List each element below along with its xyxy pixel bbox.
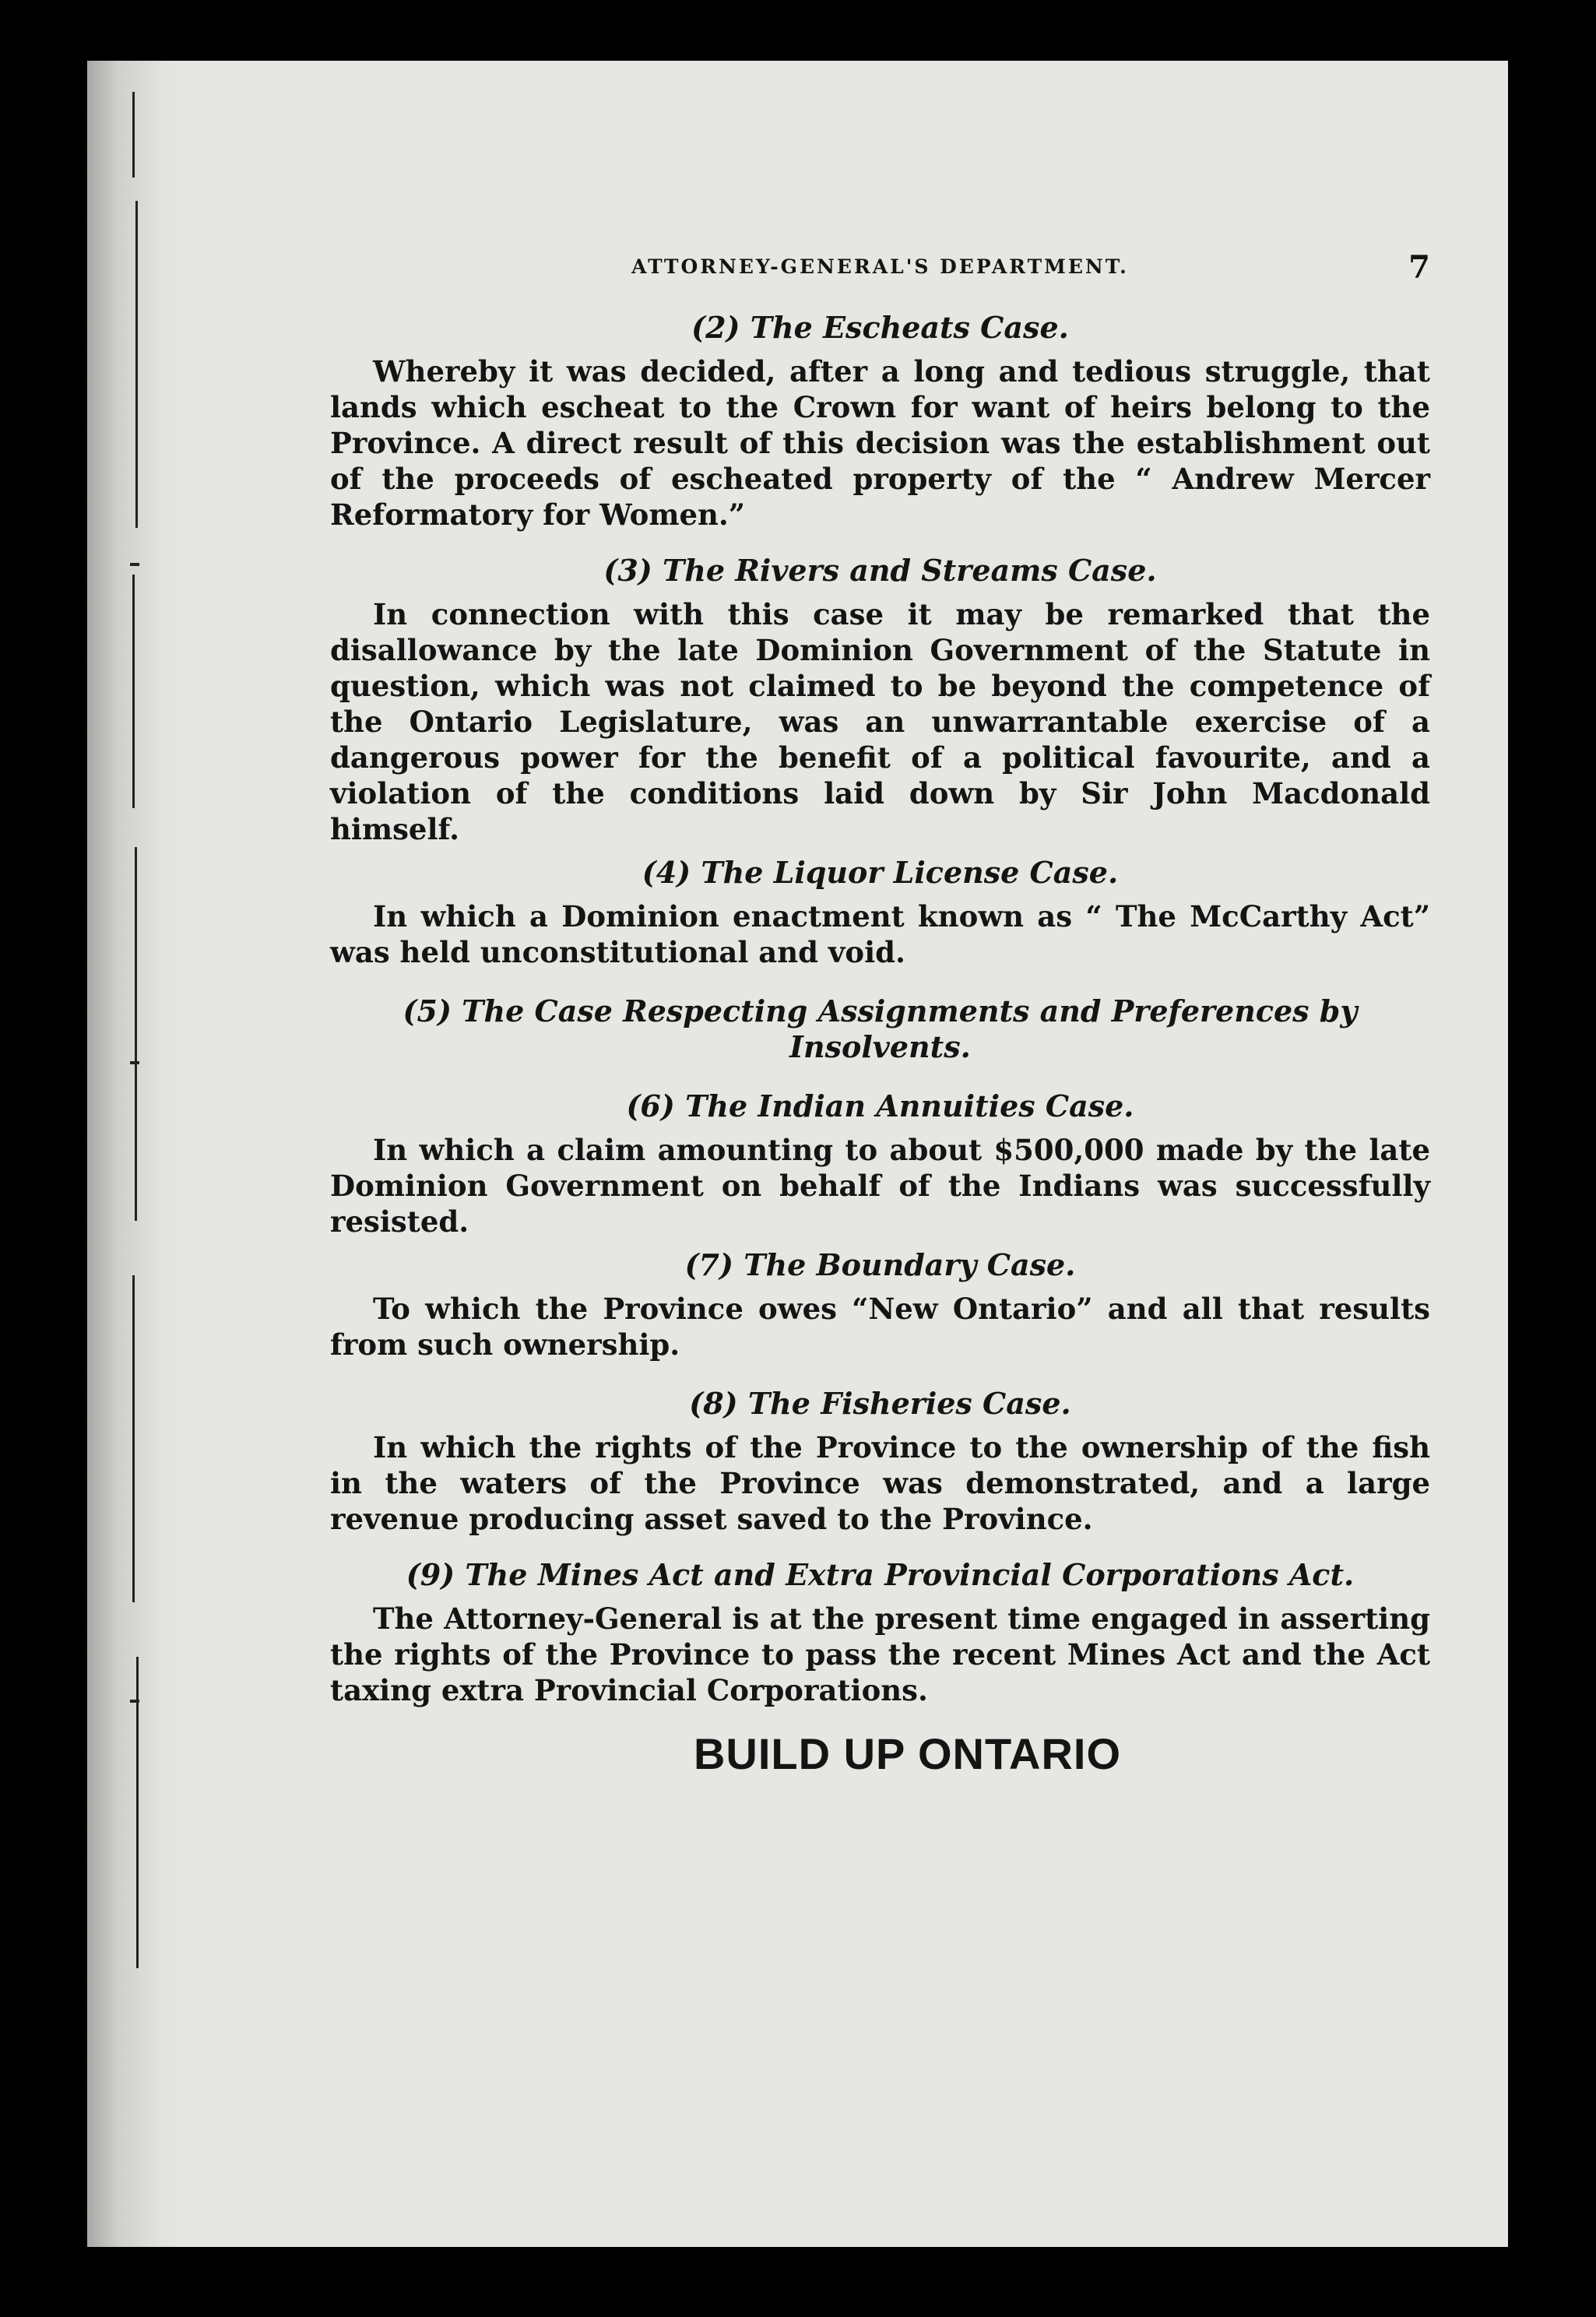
case-section: [330, 993, 1430, 1065]
gutter-streak: [132, 1275, 135, 1602]
case-section: [330, 1557, 1430, 1708]
case-section: [330, 310, 1430, 533]
case-body: In which a Dominion enactment known as “ The McCarthy Act” was held unconstitutional and void.: [330, 899, 1430, 969]
gutter-mark: [130, 563, 139, 566]
case-title: (7) The Boundary Case.: [684, 1247, 1076, 1282]
build-up-ontario-slogan: BUILD UP ONTARIO: [693, 1729, 1122, 1778]
case-title: (2) The Escheats Case.: [691, 310, 1069, 345]
case-body: In which a claim amounting to about $500,000 made by the late Dominion Government on behalf of the Indians was successfully resisted.: [330, 1133, 1430, 1239]
case-body: In which the rights of the Province to the ownership of the fish in the waters of the Province was demonstrated, and a large revenue producing asset saved to the Province.: [330, 1430, 1430, 1536]
running-head: [330, 249, 1430, 310]
running-title: ATTORNEY-GENERAL'S DEPARTMENT.: [631, 255, 1129, 278]
page-gutter: [87, 61, 181, 2247]
gutter-streak: [135, 201, 138, 528]
case-section: [330, 1088, 1430, 1239]
case-body: The Attorney-General is at the present time engaged in asserting the rights of the Province to pass the recent Mines Act and the Act taxing extra Provincial Corporations.: [330, 1602, 1430, 1707]
gutter-mark: [130, 1700, 139, 1703]
case-body: To which the Province owes “New Ontario” and all that results from such ownership.: [330, 1292, 1430, 1362]
case-section: [330, 1386, 1430, 1537]
case-section: [330, 855, 1430, 970]
gutter-streak: [136, 1657, 139, 1968]
gutter-streak: [132, 92, 135, 178]
case-title: (8) The Fisheries Case.: [689, 1386, 1071, 1421]
case-title: (5) The Case Respecting Assignments and Preferences by Insolvents.: [403, 993, 1358, 1064]
case-title: (3) The Rivers and Streams Case.: [603, 553, 1157, 588]
case-body: Whereby it was decided, after a long and tedious struggle, that lands which escheat to the Crown for want of heirs belong to the Province. A direct result of this decision was the establishment out of the proceeds of escheated property of the “ Andrew Mercer Reformatory for Women.”: [330, 354, 1430, 532]
gutter-streak: [135, 847, 137, 1221]
case-title: (9) The Mines Act and Extra Provincial Corporations Act.: [406, 1557, 1355, 1592]
case-section: [330, 553, 1430, 847]
case-section: [330, 1247, 1430, 1362]
scanned-page: [87, 61, 1508, 2247]
page-number: 7: [1408, 249, 1430, 286]
gutter-streak: [132, 575, 135, 808]
case-title: (6) The Indian Annuities Case.: [626, 1088, 1134, 1123]
page-content: [330, 249, 1430, 1779]
case-title: (4) The Liquor License Case.: [642, 855, 1119, 890]
case-body: In connection with this case it may be remarked that the disallowance by the late Dominion Government of the Statute in question, which was not claimed to be beyond the competence of the Ontario Legislature, was an unwarrantable exercise of a dangerous power for the benefit of a political favourite, and a violation of the conditions laid down by Sir John Macdonald himself.: [330, 597, 1430, 846]
gutter-mark: [130, 1061, 139, 1064]
